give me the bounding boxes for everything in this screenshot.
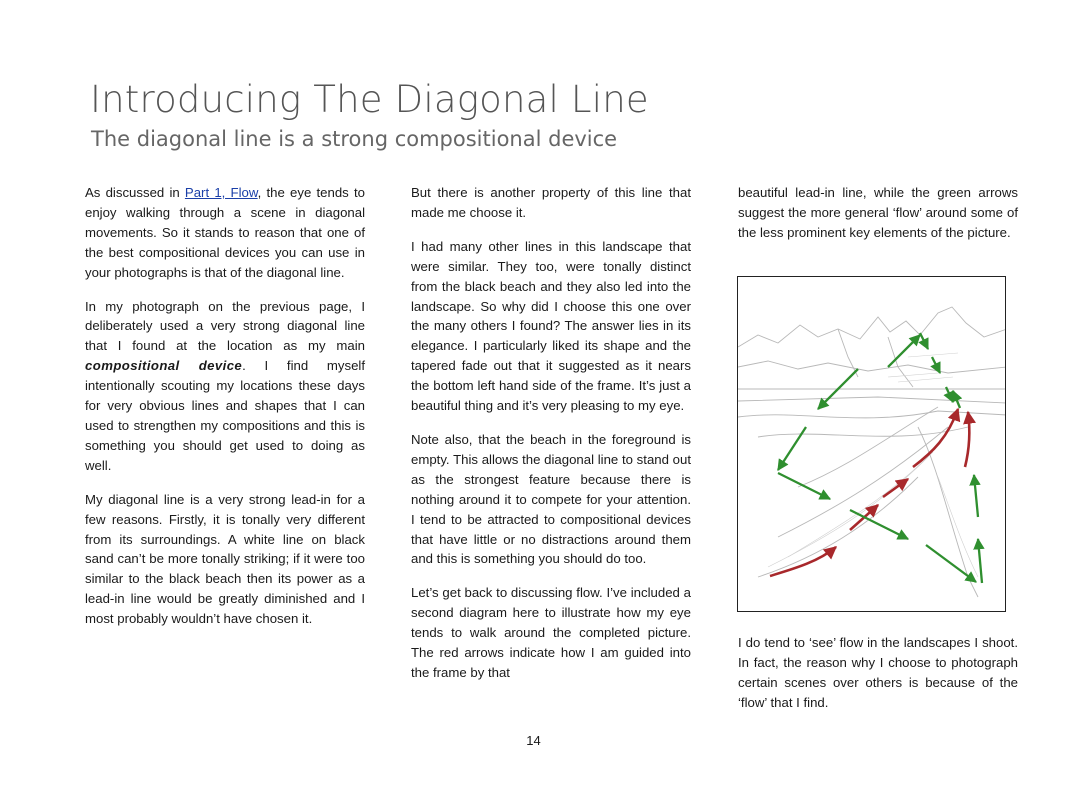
text-column-2 xyxy=(411,183,691,697)
paragraph-text: , the eye tends to enjoy walking through a scene in diagonal movements. So it stands to reason that one of the best compositional devices you can use in your photographs is that of the diagonal line. xyxy=(85,185,365,280)
paragraph: But there is another property of this line that made me choose it. xyxy=(411,185,691,220)
paragraph: I had many other lines in this landscape that were similar. They too, were tonally distinct from the black beach and they also led into the landscape. So why did I choose this one over the many others I found? The answer lies in its elegance. I particularly liked its shape and the tapered fade out that it suggested as it nears the bottom left hand side of the frame. It’s just a beautiful thing and it’s very pleasing to my eye. xyxy=(411,238,691,414)
paragraph-text: In my photograph on the previous page, I deliberately used a very strong diagonal line that I found at the location as my main xyxy=(85,298,365,354)
flow-diagram xyxy=(738,277,1006,612)
paragraph xyxy=(85,183,365,283)
paragraph: Note also, that the beach in the foreground is empty. This allows the diagonal line to stand out as the strongest feature because there is nothing around it to compete for your attention. I tend to be attracted to compositional devices that have little or no distractions around them and this is something you should do too. xyxy=(411,431,691,567)
paragraph-text: . I find myself intentionally scouting my locations these days for very obvious lines and shapes that I can used to strengthen my compositions and this is something you should get used to doing as well. xyxy=(85,358,366,473)
flow-diagram-figure xyxy=(737,276,1006,612)
page-number: 14 xyxy=(526,733,541,748)
landscape-sketch xyxy=(738,307,1006,597)
paragraph xyxy=(85,297,365,476)
text-column-3-lower xyxy=(738,633,1018,713)
paragraph-text: As discussed in xyxy=(85,185,185,200)
paragraph: beautiful lead-in line, while the green arrows suggest the more general ‘flow’ around some of the less prominent key elements of the picture. xyxy=(738,185,1018,240)
paragraph: I do tend to ‘see’ flow in the landscapes I shoot. In fact, the reason why I choose to photograph certain scenes over others is because of the ‘flow’ that I find. xyxy=(738,635,1018,710)
page-title: Introducing The Diagonal Line xyxy=(90,78,649,121)
part1-flow-link[interactable]: Part 1, Flow xyxy=(184,185,258,200)
text-column-3 xyxy=(738,183,1018,257)
paragraph: Let’s get back to discussing flow. I’ve included a second diagram here to illustrate how my eye tends to walk around the completed picture. The red arrows indicate how I am guided into the frame by that xyxy=(411,585,691,680)
emphasis-text: compositional device xyxy=(85,358,243,374)
paragraph: My diagonal line is a very strong lead-in for a few reasons. Firstly, it is tonally very different from its surroundings. A white line on black sand can’t be more tonally striking; if it were too similar to the black beach then its power as a lead-in line would be greatly diminished and I most probably wouldn’t have chosen it. xyxy=(85,491,365,627)
shading-sketch xyxy=(768,353,978,577)
page-subtitle: The diagonal line is a strong compositional device xyxy=(91,127,618,151)
text-column-1 xyxy=(85,183,365,643)
